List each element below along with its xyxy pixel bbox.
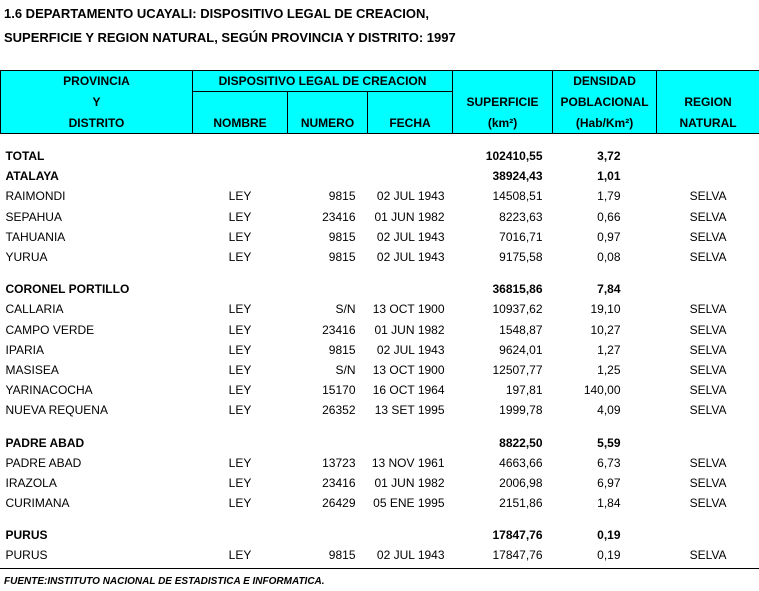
empty-cell — [657, 166, 759, 186]
empty-cell — [657, 525, 759, 545]
district-dispositivo-nombre: LEY — [228, 342, 252, 357]
district-row — [1, 186, 759, 206]
province-name: PADRE ABAD — [5, 435, 85, 450]
district-region: SELVA — [689, 209, 727, 224]
district-name: CURIMANA — [5, 496, 70, 511]
district-superficie: 1548,87 — [499, 322, 543, 337]
header-densidad: DENSIDAD — [553, 71, 657, 92]
district-densidad: 1,84 — [597, 496, 621, 511]
district-dispositivo-fecha: 02 JUL 1943 — [376, 342, 445, 357]
district-name: YURUA — [5, 250, 48, 265]
district-region: SELVA — [689, 342, 727, 357]
district-dispositivo-fecha: 13 NOV 1961 — [371, 455, 445, 470]
district-dispositivo-fecha: 02 JUL 1943 — [376, 229, 445, 244]
district-dispositivo-fecha: 01 JUN 1982 — [374, 475, 445, 490]
district-row — [1, 493, 759, 513]
district-superficie: 14508,51 — [492, 189, 543, 204]
header-poblacional: POBLACIONAL — [553, 92, 657, 113]
empty-cell — [368, 525, 453, 545]
district-region: SELVA — [689, 302, 727, 317]
district-superficie: 7016,71 — [499, 229, 543, 244]
district-dispositivo-fecha: 02 JUL 1943 — [376, 189, 445, 204]
district-dispositivo-numero: S/N — [335, 362, 356, 377]
spacer-row — [1, 513, 759, 525]
district-dispositivo-fecha: 05 ENE 1995 — [373, 496, 445, 511]
district-row — [1, 320, 759, 340]
district-dispositivo-nombre: LEY — [228, 403, 252, 418]
header-distrito: DISTRITO — [1, 113, 193, 134]
table-title-line-1: 1.6 DEPARTAMENTO UCAYALI: DISPOSITIVO LEGAL DE CREACION, — [4, 6, 429, 21]
spacer-row — [1, 134, 759, 147]
province-densidad: 5,59 — [597, 435, 621, 450]
footer-divider — [0, 568, 759, 569]
header-y: Y — [1, 92, 193, 113]
district-name: CALLARIA — [5, 302, 64, 317]
table-body — [1, 134, 759, 566]
district-name: SEPAHUA — [5, 209, 62, 224]
district-name: MASISEA — [5, 362, 59, 377]
district-dispositivo-fecha: 16 OCT 1964 — [372, 383, 445, 398]
district-densidad: 6,97 — [597, 475, 621, 490]
province-superficie: 8822,50 — [499, 435, 543, 450]
header-superficie: SUPERFICIE — [453, 92, 553, 113]
district-name: NUEVA REQUENA — [5, 403, 108, 418]
province-superficie: 38924,43 — [492, 169, 543, 184]
empty-cell — [288, 279, 368, 299]
district-region: SELVA — [689, 548, 727, 563]
district-superficie: 10937,62 — [492, 302, 543, 317]
district-dispositivo-nombre: LEY — [228, 475, 252, 490]
district-dispositivo-fecha: 02 JUL 1943 — [376, 548, 445, 563]
district-dispositivo-fecha: 13 OCT 1900 — [372, 302, 445, 317]
province-name: PURUS — [5, 528, 48, 543]
district-row — [1, 227, 759, 247]
empty-cell — [288, 166, 368, 186]
district-dispositivo-numero: 26352 — [322, 403, 356, 418]
district-row — [1, 360, 759, 380]
district-dispositivo-nombre: LEY — [228, 189, 252, 204]
empty-cell — [368, 166, 453, 186]
district-superficie: 1999,78 — [499, 403, 543, 418]
district-densidad: 10,27 — [590, 322, 621, 337]
district-name: PADRE ABAD — [5, 455, 82, 470]
district-densidad: 140,00 — [583, 383, 621, 398]
province-row — [1, 166, 759, 186]
empty-cell — [193, 432, 288, 452]
district-name: TAHUANIA — [5, 229, 66, 244]
province-densidad: 1,01 — [597, 169, 621, 184]
district-dispositivo-fecha: 13 SET 1995 — [374, 403, 445, 418]
header-numero: NUMERO — [288, 113, 368, 134]
header-numero-spacer — [288, 92, 368, 113]
district-dispositivo-numero: 23416 — [322, 475, 356, 490]
empty-cell — [193, 279, 288, 299]
district-dispositivo-nombre: LEY — [228, 209, 252, 224]
empty-cell — [288, 432, 368, 452]
district-dispositivo-nombre: LEY — [228, 455, 252, 470]
district-row — [1, 340, 759, 360]
district-name: PURUS — [5, 548, 48, 563]
header-dispositivo-legal: DISPOSITIVO LEGAL DE CREACION — [193, 71, 453, 92]
district-row — [1, 247, 759, 267]
district-row — [1, 453, 759, 473]
header-natural: NATURAL — [657, 113, 759, 134]
district-name: IRAZOLA — [5, 475, 57, 490]
district-dispositivo-fecha: 13 OCT 1900 — [372, 362, 445, 377]
district-name: RAIMONDI — [5, 189, 66, 204]
district-superficie: 2006,98 — [499, 475, 543, 490]
district-superficie: 12507,77 — [492, 362, 543, 377]
district-densidad: 19,10 — [590, 302, 621, 317]
district-region: SELVA — [689, 322, 727, 337]
district-dispositivo-fecha: 01 JUN 1982 — [374, 322, 445, 337]
district-dispositivo-nombre: LEY — [228, 383, 252, 398]
header-nombre-spacer — [193, 92, 288, 113]
district-densidad: 4,09 — [597, 403, 621, 418]
total-row — [1, 146, 759, 166]
district-region: SELVA — [689, 496, 727, 511]
district-densidad: 1,25 — [597, 362, 621, 377]
district-region: SELVA — [689, 455, 727, 470]
district-dispositivo-numero: 26429 — [322, 496, 356, 511]
district-region: SELVA — [689, 475, 727, 490]
district-row — [1, 473, 759, 493]
district-row — [1, 380, 759, 400]
district-dispositivo-numero: 9815 — [328, 189, 356, 204]
district-dispositivo-nombre: LEY — [228, 229, 252, 244]
empty-cell — [193, 525, 288, 545]
district-dispositivo-nombre: LEY — [228, 548, 252, 563]
district-region: SELVA — [689, 189, 727, 204]
district-region: SELVA — [689, 383, 727, 398]
district-densidad: 0,19 — [597, 548, 621, 563]
spacer-row — [1, 420, 759, 432]
province-superficie: 36815,86 — [492, 282, 543, 297]
province-superficie: 17847,76 — [492, 528, 543, 543]
empty-cell — [193, 166, 288, 186]
district-superficie: 4663,66 — [499, 455, 543, 470]
district-region: SELVA — [689, 250, 727, 265]
district-row — [1, 545, 759, 565]
district-densidad: 0,08 — [597, 250, 621, 265]
district-densidad: 1,79 — [597, 189, 621, 204]
district-dispositivo-nombre: LEY — [228, 322, 252, 337]
district-region: SELVA — [689, 403, 727, 418]
district-superficie: 17847,76 — [492, 548, 543, 563]
district-region: SELVA — [689, 229, 727, 244]
district-region: SELVA — [689, 362, 727, 377]
empty-cell — [368, 432, 453, 452]
header-fecha-spacer — [368, 92, 453, 113]
district-densidad: 0,66 — [597, 209, 621, 224]
district-row — [1, 400, 759, 420]
district-dispositivo-nombre: LEY — [228, 250, 252, 265]
district-dispositivo-numero: 15170 — [322, 383, 356, 398]
province-densidad: 7,84 — [597, 282, 621, 297]
province-row — [1, 279, 759, 299]
total-densidad: 3,72 — [597, 149, 621, 164]
district-dispositivo-numero: 9815 — [328, 548, 356, 563]
district-dispositivo-numero: 9815 — [328, 229, 356, 244]
district-row — [1, 207, 759, 227]
district-name: IPARIA — [5, 342, 44, 357]
district-dispositivo-numero: 9815 — [328, 342, 356, 357]
header-provincia: PROVINCIA — [1, 71, 193, 92]
province-name: ATALAYA — [5, 169, 59, 184]
district-dispositivo-numero: S/N — [335, 302, 356, 317]
province-densidad: 0,19 — [597, 528, 621, 543]
data-table — [0, 70, 759, 566]
total-superficie: 102410,55 — [485, 149, 543, 164]
header-superficie-spacer — [453, 71, 553, 92]
district-dispositivo-numero: 9815 — [328, 250, 356, 265]
district-dispositivo-numero: 13723 — [322, 455, 356, 470]
spacer-row — [1, 267, 759, 279]
district-dispositivo-nombre: LEY — [228, 496, 252, 511]
total-label: TOTAL — [5, 149, 45, 164]
header-region-spacer — [657, 71, 759, 92]
district-dispositivo-nombre: LEY — [228, 302, 252, 317]
district-dispositivo-fecha: 02 JUL 1943 — [376, 250, 445, 265]
table-header — [1, 71, 759, 134]
empty-cell — [657, 279, 759, 299]
district-densidad: 1,27 — [597, 342, 621, 357]
source-note: FUENTE:INSTITUTO NACIONAL DE ESTADISTICA E INFORMATICA. — [4, 576, 325, 587]
district-name: YARINACOCHA — [5, 383, 93, 398]
header-superficie-unit: (km²) — [453, 113, 553, 134]
empty-cell — [368, 279, 453, 299]
district-superficie: 8223,63 — [499, 209, 543, 224]
district-superficie: 9624,01 — [499, 342, 543, 357]
province-name: CORONEL PORTILLO — [5, 282, 130, 297]
district-dispositivo-numero: 23416 — [322, 209, 356, 224]
district-name: CAMPO VERDE — [5, 322, 95, 337]
district-dispositivo-fecha: 01 JUN 1982 — [374, 209, 445, 224]
district-superficie: 197,81 — [505, 383, 543, 398]
district-densidad: 0,97 — [597, 229, 621, 244]
header-fecha: FECHA — [368, 113, 453, 134]
province-row — [1, 525, 759, 545]
header-densidad-unit: (Hab/Km²) — [553, 113, 657, 134]
header-region: REGION — [657, 92, 759, 113]
header-nombre: NOMBRE — [193, 113, 288, 134]
empty-cell — [657, 432, 759, 452]
district-superficie: 9175,58 — [499, 250, 543, 265]
district-densidad: 6,73 — [597, 455, 621, 470]
district-dispositivo-numero: 23416 — [322, 322, 356, 337]
district-superficie: 2151,86 — [499, 496, 543, 511]
district-row — [1, 299, 759, 319]
empty-cell — [288, 525, 368, 545]
district-dispositivo-nombre: LEY — [228, 362, 252, 377]
table-title-line-2: SUPERFICIE Y REGION NATURAL, SEGÚN PROVINCIA Y DISTRITO: 1997 — [4, 30, 456, 45]
province-row — [1, 432, 759, 452]
